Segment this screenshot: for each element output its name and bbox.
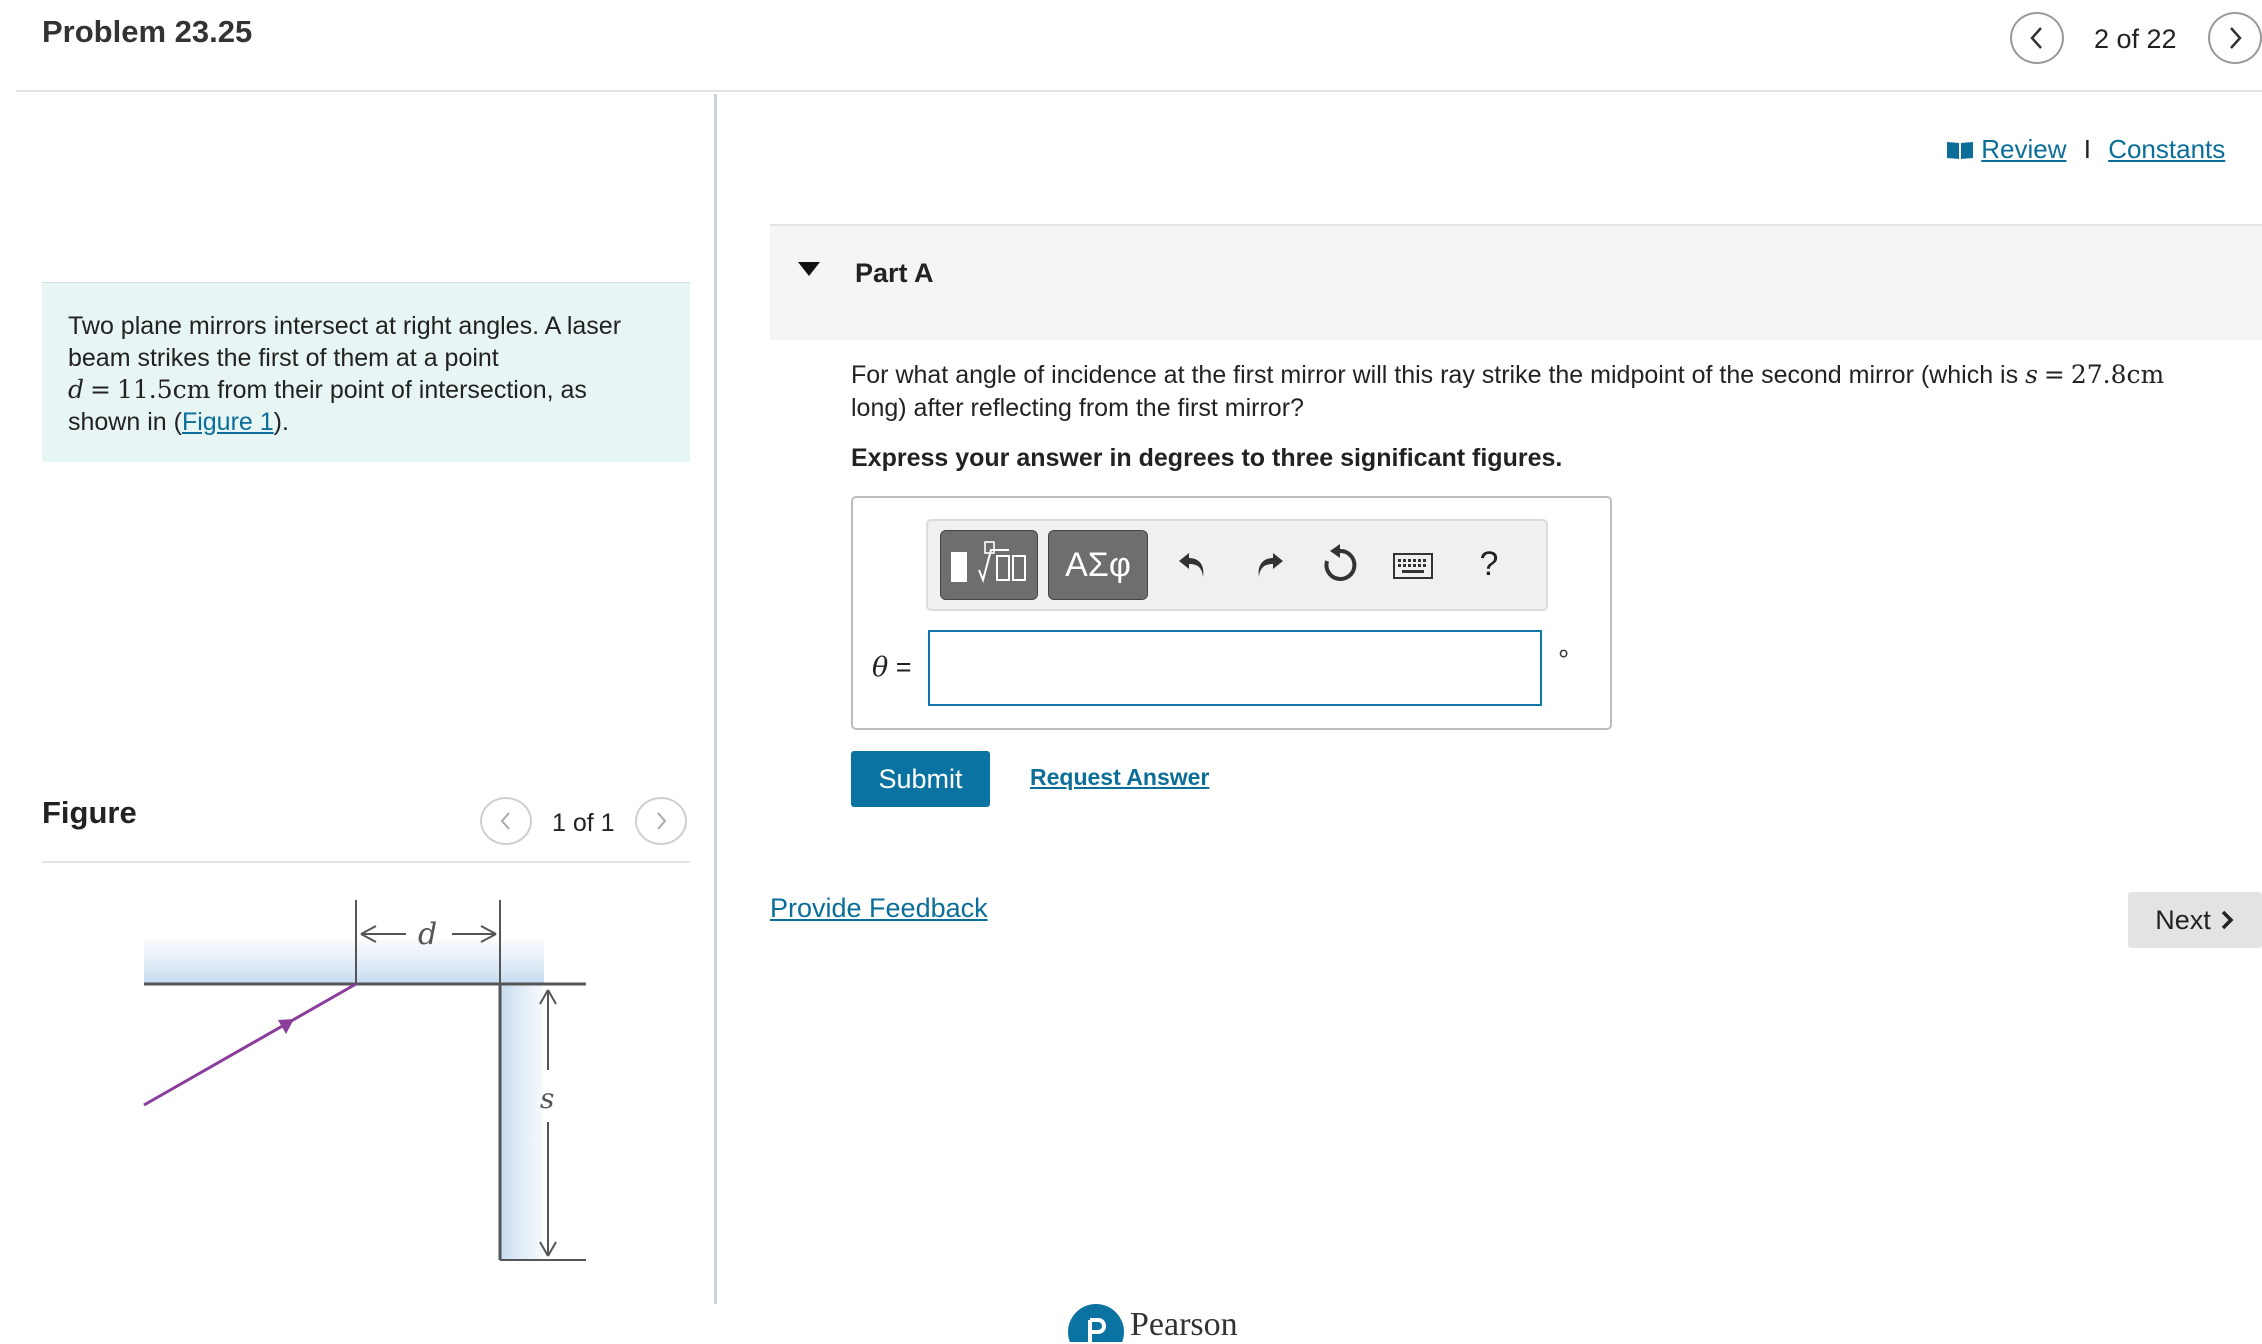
equals-sign: = (90, 375, 111, 404)
intro-line-4-prefix: shown in ( (68, 408, 182, 436)
answer-input[interactable] (928, 630, 1542, 706)
d-dimension-arrow-left (361, 926, 406, 942)
pearson-logo-icon (1066, 1302, 1126, 1342)
s-label: s (540, 1082, 555, 1115)
undo-icon (1175, 547, 1209, 581)
next-button[interactable] (2128, 892, 2262, 948)
greek-symbols-button[interactable]: ΑΣφ (1048, 530, 1148, 600)
degree-unit: ° (1558, 644, 1570, 675)
redo-icon (1253, 547, 1287, 581)
figure-divider (42, 861, 690, 863)
s-dimension-arrow-top (540, 990, 556, 1070)
intro-line-2: beam strikes the first of them at a point (68, 344, 499, 372)
first-mirror-surface (144, 940, 544, 984)
header-divider (16, 90, 2262, 92)
laser-ray (144, 984, 356, 1105)
d-dimension-arrow-right (452, 926, 496, 942)
next-figure-button[interactable] (635, 797, 687, 845)
equals-sign: = (2043, 360, 2065, 389)
previous-figure-button[interactable] (480, 797, 532, 845)
figure-heading: Figure (42, 795, 137, 830)
figure-counter: 1 of 1 (552, 809, 615, 837)
answer-equals: = (888, 652, 912, 682)
second-mirror-surface (500, 984, 542, 1260)
part-title: Part A (855, 258, 934, 288)
templates-button[interactable] (940, 530, 1038, 600)
intro-line-3-rest: from their point of intersection, as (210, 376, 587, 404)
chevron-left-icon (497, 810, 515, 832)
s-variable: s (2025, 360, 2038, 389)
intro-line-4-suffix: ). (273, 408, 289, 436)
review-constants-links (1946, 134, 2225, 165)
question-text (851, 358, 2251, 425)
question-suffix: long) after reflecting from the first mirror? (851, 394, 1304, 422)
d-value: 11.5 (116, 375, 173, 404)
book-icon (1946, 140, 1974, 160)
links-separator: I (2083, 134, 2091, 164)
d-variable: d (68, 375, 85, 404)
answer-instruction: Express your answer in degrees to three significant figures. (851, 444, 1563, 472)
pearson-wordmark: Pearson (1130, 1306, 1238, 1343)
chevron-right-icon (2219, 909, 2235, 931)
figure-1-link[interactable]: Figure 1 (181, 408, 274, 436)
problem-title: Problem 23.25 (42, 14, 253, 49)
column-divider (714, 94, 717, 1304)
intro-line-4 (68, 406, 678, 438)
reset-icon (1320, 543, 1360, 585)
constants-link[interactable]: Constants (2108, 134, 2226, 164)
help-button[interactable]: ? (1479, 544, 1499, 583)
collapse-triangle-icon[interactable] (798, 262, 820, 276)
chevron-right-icon (2224, 25, 2246, 51)
intro-line-1: Two plane mirrors intersect at right angles. A laser (68, 312, 622, 340)
fraction-root-template-icon (947, 540, 1031, 590)
theta-symbol: θ (872, 652, 889, 683)
next-button-label: Next (2155, 904, 2211, 935)
answer-variable-label (872, 652, 912, 683)
chevron-left-icon (2026, 25, 2048, 51)
s-value: 27.8 (2070, 360, 2127, 389)
previous-problem-button[interactable] (2010, 12, 2064, 64)
s-unit: cm (2126, 360, 2165, 389)
d-unit: cm (172, 375, 211, 404)
problem-intro-text (68, 310, 678, 438)
review-link[interactable]: Review (1981, 134, 2067, 164)
submit-button[interactable]: Submit (851, 751, 990, 807)
part-a-header[interactable] (770, 224, 2262, 340)
problem-counter: 2 of 22 (2094, 24, 2177, 54)
request-answer-link[interactable]: Request Answer (1030, 764, 1210, 790)
s-dimension-arrow-bottom (540, 1122, 556, 1256)
intro-line-3 (68, 374, 678, 406)
provide-feedback-link[interactable]: Provide Feedback (770, 893, 988, 923)
question-prefix: For what angle of incidence at the first mirror will this ray strike the midpoint of the second mirror (which is (851, 361, 2019, 389)
reset-button[interactable] (1314, 536, 1366, 592)
redo-button[interactable] (1244, 538, 1296, 590)
mirror-figure (136, 890, 596, 1270)
keyboard-icon (1393, 553, 1433, 579)
undo-button[interactable] (1166, 538, 1218, 590)
d-label: d (418, 917, 438, 952)
next-problem-button[interactable] (2208, 12, 2262, 64)
keyboard-button[interactable] (1388, 546, 1438, 586)
chevron-right-icon (652, 810, 670, 832)
